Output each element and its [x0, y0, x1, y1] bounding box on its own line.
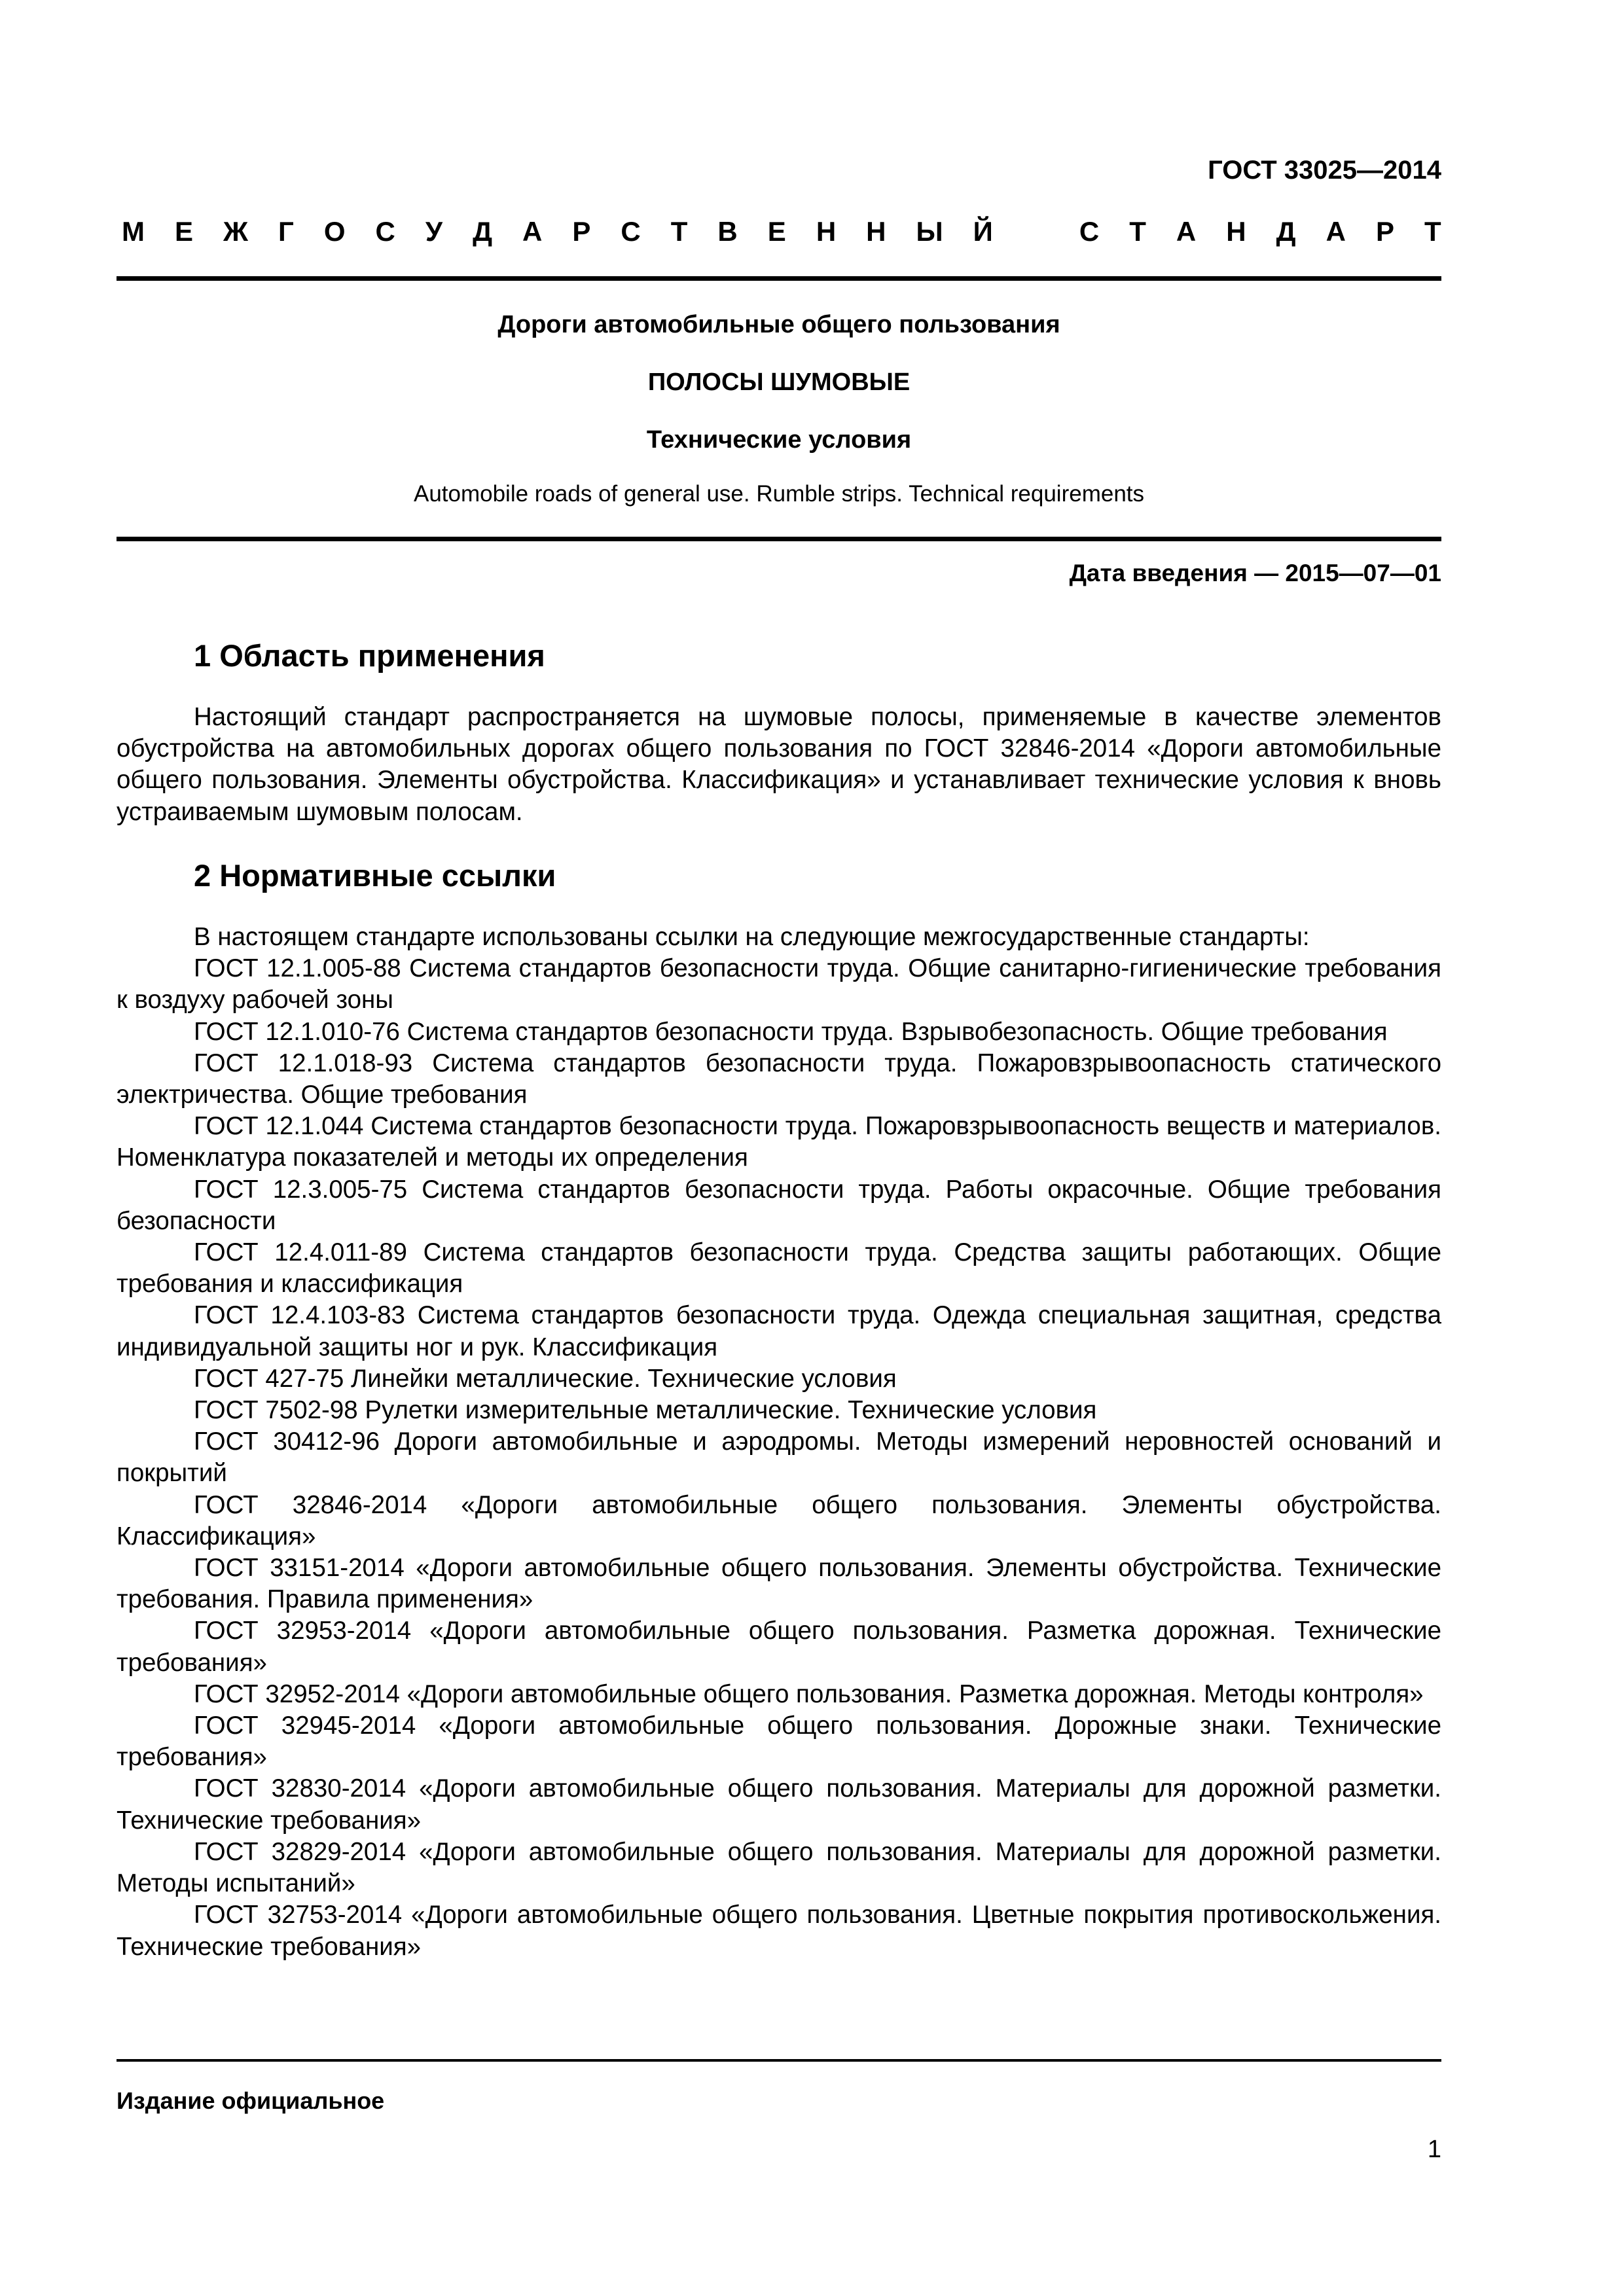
reference-item: ГОСТ 32952-2014 «Дороги автомобильные общего пользования. Разметка дорожная. Методы контроля» [194, 1679, 1424, 1708]
banner-letter: Й [973, 216, 993, 247]
banner-letter: Е [767, 216, 786, 247]
banner-letter: В [717, 216, 738, 247]
english-title: Automobile roads of general use. Rumble strips. Technical requirements [413, 481, 1145, 507]
banner-letter: Н [816, 216, 837, 247]
references-lead: В настоящем стандарте использованы ссылки на следующие межгосударственные стандарты: [194, 923, 1310, 951]
section-heading-scope: 1 Область применения [194, 638, 545, 673]
banner-letter: Р [1375, 216, 1394, 247]
section-heading-references: 2 Нормативные ссылки [194, 858, 556, 893]
references-section [117, 922, 1441, 1963]
official-edition-label: Издание официальное [117, 2087, 385, 2114]
banner-letter: А [1176, 216, 1197, 247]
banner-letter: Т [1129, 216, 1146, 247]
reference-item: ГОСТ 32953-2014 «Дороги автомобильные общего пользования. Разметка дорожная. Технические требования» [117, 1617, 1441, 1677]
banner-letter: А [1326, 216, 1346, 247]
reference-item: ГОСТ 32945-2014 «Дороги автомобильные общего пользования. Дорожные знаки. Технические требования» [117, 1712, 1441, 1772]
reference-item: ГОСТ 12.4.103-83 Система стандартов безопасности труда. Одежда специальная защитная, средства индивидуальной защиты ног и рук. Классификация [117, 1301, 1441, 1361]
banner-letter: Д [1276, 216, 1296, 247]
banner-letter: У [425, 216, 443, 247]
banner-word-gap [1023, 213, 1049, 250]
reference-item: ГОСТ 12.4.011-89 Система стандартов безопасности труда. Средства защиты работающих. Общие требования и классификация [117, 1238, 1441, 1299]
reference-item: ГОСТ 32829-2014 «Дороги автомобильные общего пользования. Материалы для дорожной разметки. Методы испытаний» [117, 1837, 1441, 1898]
header-divider [117, 276, 1441, 281]
reference-item: ГОСТ 32846-2014 «Дороги автомобильные общего пользования. Элементы обустройства. Классификация» [117, 1490, 1441, 1551]
banner-letter: Ы [916, 216, 943, 247]
banner-letter: С [621, 216, 641, 247]
reference-item: ГОСТ 12.1.018-93 Система стандартов безопасности труда. Пожаровзрывоопасность статического электричества. Общие требования [117, 1049, 1441, 1109]
document-title: Дороги автомобильные общего пользования [497, 311, 1060, 338]
reference-item: ГОСТ 32753-2014 «Дороги автомобильные общего пользования. Цветные покрытия противоскольжения. Технические требования» [117, 1901, 1441, 1961]
banner-letter: О [323, 216, 346, 247]
banner-letter: Н [1226, 216, 1246, 247]
introduction-date: Дата введения — 2015—07—01 [1069, 560, 1441, 586]
banner-letter: С [375, 216, 395, 247]
scope-paragraph: Настоящий стандарт распространяется на шумовые полосы, применяемые в качестве элементов обустройства на автомобильных дорогах общего пользования по ГОСТ 32846-2014 «Дороги автомобильные общего пользования. Элементы обустройства. Классификация» и устанавливает технические условия к вновь устраиваемым шумовым полосам. [117, 703, 1441, 826]
banner-letter: А [522, 216, 543, 247]
reference-item: ГОСТ 427-75 Линейки металлические. Технические условия [194, 1364, 897, 1393]
interstate-standard-banner [122, 213, 1441, 250]
banner-letter: Н [866, 216, 886, 247]
title-divider [117, 537, 1441, 541]
banner-letter: М [122, 216, 145, 247]
reference-item: ГОСТ 32830-2014 «Дороги автомобильные общего пользования. Материалы для дорожной разметки. Технические требования» [117, 1774, 1441, 1835]
banner-letter: Г [278, 216, 294, 247]
banner-letter: Е [175, 216, 194, 247]
reference-item: ГОСТ 12.3.005-75 Система стандартов безопасности труда. Работы окрасочные. Общие требования безопасности [117, 1175, 1441, 1235]
reference-item: ГОСТ 12.1.010-76 Система стандартов безопасности труда. Взрывобезопасность. Общие требования [194, 1017, 1388, 1046]
document-type: Технические условия [646, 426, 912, 454]
banner-letter: Т [1424, 216, 1441, 247]
page-number: 1 [1427, 2136, 1441, 2163]
footer-divider [117, 2059, 1441, 2062]
document-subject: ПОЛОСЫ ШУМОВЫЕ [647, 368, 911, 396]
references-list [117, 953, 1441, 1963]
document-code: ГОСТ 33025—2014 [1208, 156, 1441, 185]
reference-item: ГОСТ 12.1.044 Система стандартов безопасности труда. Пожаровзрывоопасность веществ и материалов. Номенклатура показателей и методы их определения [117, 1112, 1441, 1172]
reference-item: ГОСТ 12.1.005-88 Система стандартов безопасности труда. Общие санитарно-гигиенические требования к воздуху рабочей зоны [117, 954, 1441, 1014]
banner-letter: С [1079, 216, 1100, 247]
banner-letter: Д [473, 216, 492, 247]
reference-item: ГОСТ 33151-2014 «Дороги автомобильные общего пользования. Элементы обустройства. Технические требования. Правила применения» [117, 1554, 1441, 1614]
document-page [117, 0, 1441, 2296]
banner-letter: Р [572, 216, 591, 247]
reference-item: ГОСТ 30412-96 Дороги автомобильные и аэродромы. Методы измерений неровностей оснований и покрытий [117, 1427, 1441, 1488]
banner-letter: Ж [223, 216, 249, 247]
banner-letter: Т [670, 216, 688, 247]
scope-section [117, 702, 1441, 828]
reference-item: ГОСТ 7502-98 Рулетки измерительные металлические. Технические условия [194, 1396, 1097, 1425]
